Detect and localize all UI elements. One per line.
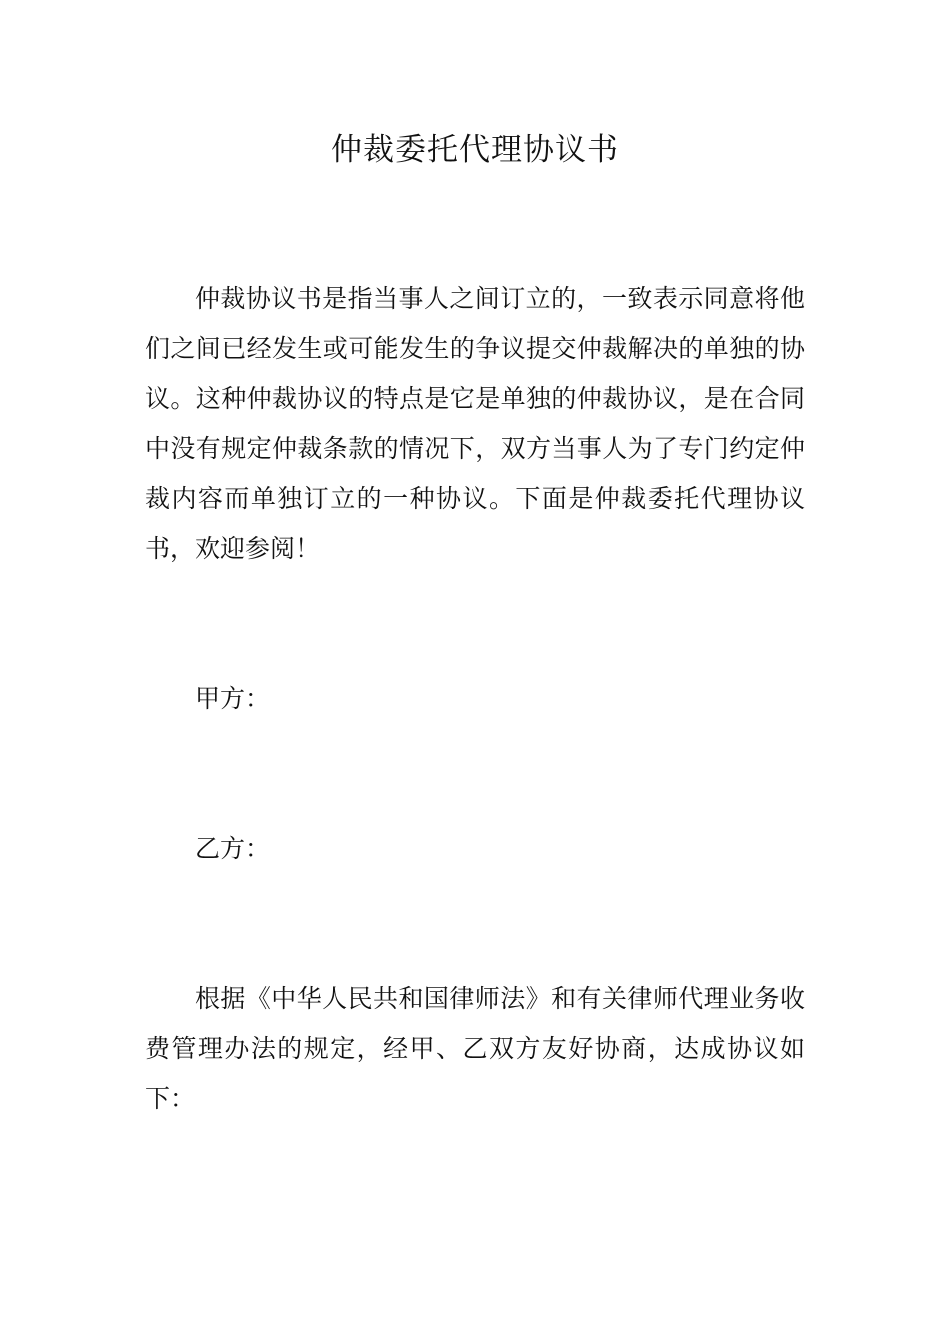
document-title: 仲裁委托代理协议书 [331,132,619,168]
party-a-label: 甲方： [195,684,271,713]
basis-paragraph: 根据《中华人民共和国律师法》和有关律师代理业务收费管理办法的规定，经甲、乙双方友好协商，达成协议如下： [145,984,805,1113]
intro-paragraph: 仲裁协议书是指当事人之间订立的，一致表示同意将他们之间已经发生或可能发生的争议提交仲裁解决的单独的协议。这种仲裁协议的特点是它是单独的仲裁协议，是在合同中没有规定仲裁条款的情况下，双方当事人为了专门约定仲裁内容而单独订立的一种协议。下面是仲裁委托代理协议书，欢迎参阅！ [145,284,805,563]
party-b-label: 乙方： [195,834,271,863]
